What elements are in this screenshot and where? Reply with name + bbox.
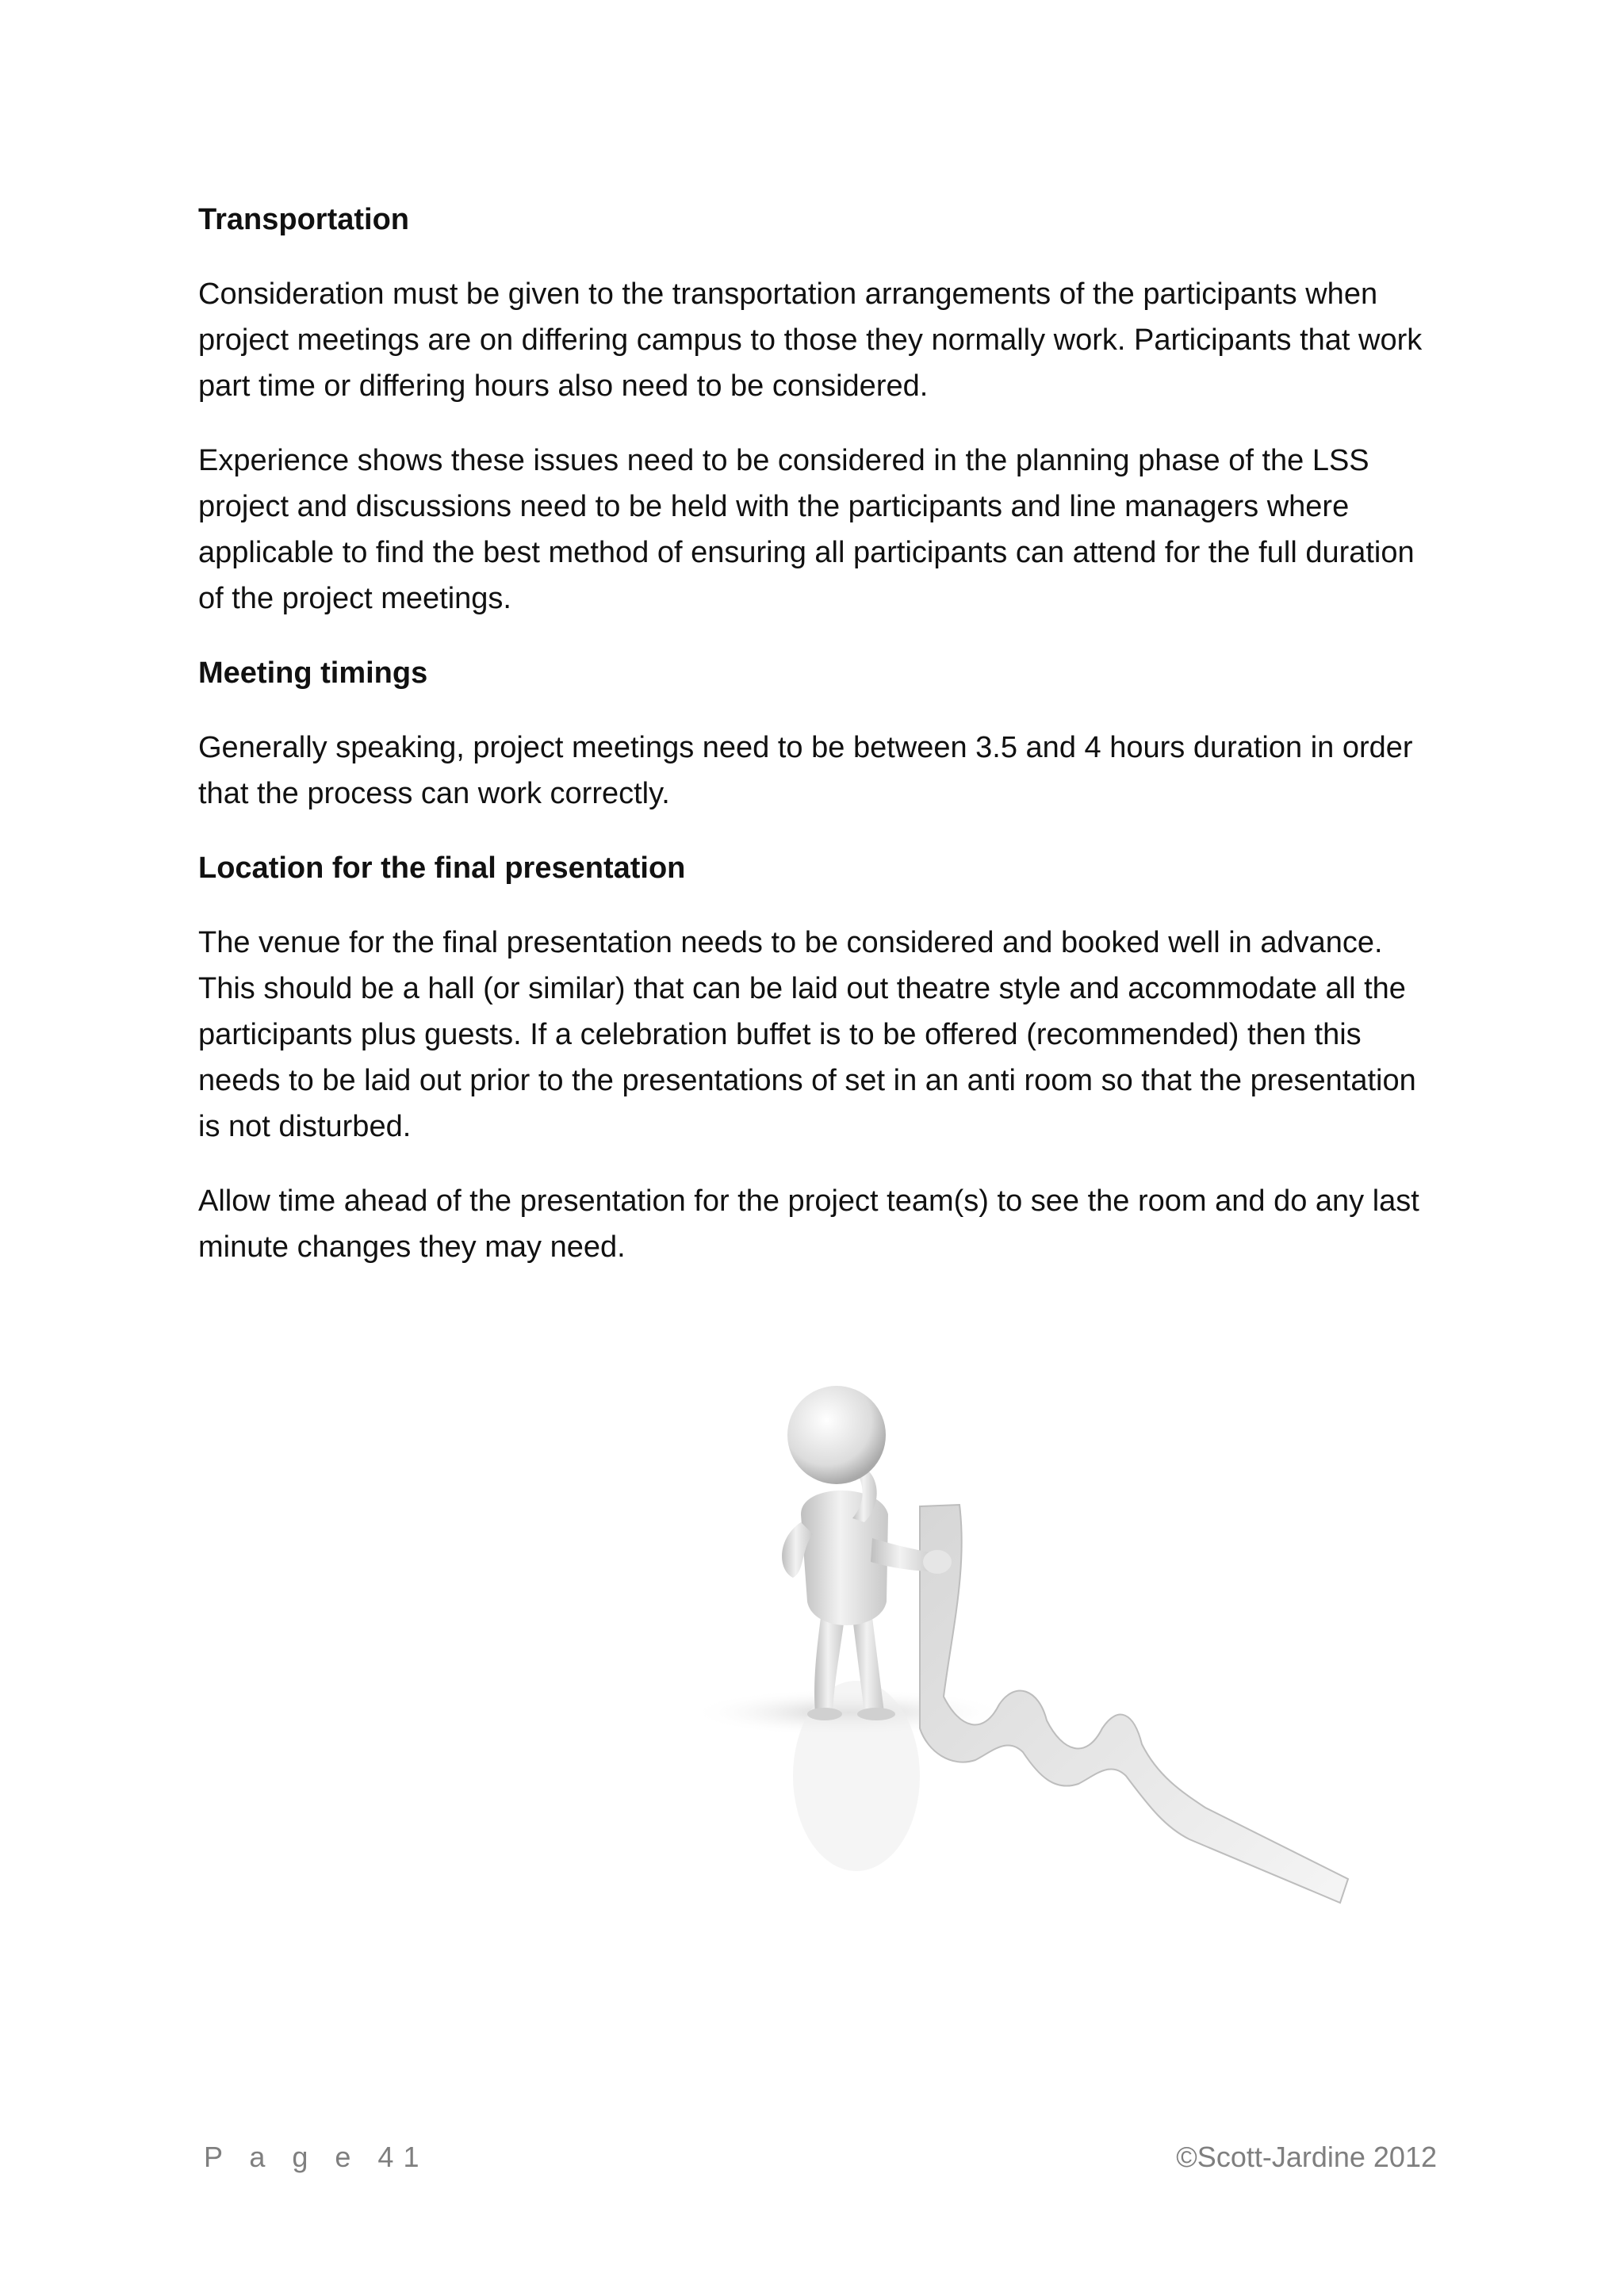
final-presentation-paragraph-2: Allow time ahead of the presentation for the project team(s) to see the room and do any last minute changes they may need. [198, 1184, 1419, 1264]
meeting-timings-paragraph: Generally speaking, project meetings need to be between 3.5 and 4 hours duration in order that the process can work correctly. [198, 731, 1413, 810]
section-heading-transportation: Transportation [198, 203, 410, 236]
section-heading-final-presentation-location: Location for the final presentation [198, 851, 686, 885]
thinking-figure-list-illustration [682, 1364, 1380, 1966]
final-presentation-paragraph-1: The venue for the final presentation needs to be considered and booked well in advance. This should be a hall (or similar) that can be laid out theatre style and accommodate all the participants plus guests. If a celebration buffet is to be offered (recommended) then this needs to be laid out prior to the presentations of set in an anti room so that the presentation is not disturbed. [198, 926, 1416, 1143]
transportation-paragraph-1: Consideration must be given to the transportation arrangements of the participants when project meetings are on differing campus to those they normally work. Participants that work part time or differing hours also need to be considered. [198, 277, 1423, 403]
copyright-notice: ©Scott-Jardine 2012 [1176, 2141, 1437, 2173]
page-number: P a g e 41 [204, 2141, 429, 2173]
document-body [198, 197, 1435, 1299]
section-heading-meeting-timings: Meeting timings [198, 656, 428, 690]
transportation-paragraph-2: Experience shows these issues need to be considered in the planning phase of the LSS project and discussions need to be held with the participants and line managers where applicable to find the best method of ensuring all participants can attend for the full duration of the project meetings. [198, 444, 1415, 615]
